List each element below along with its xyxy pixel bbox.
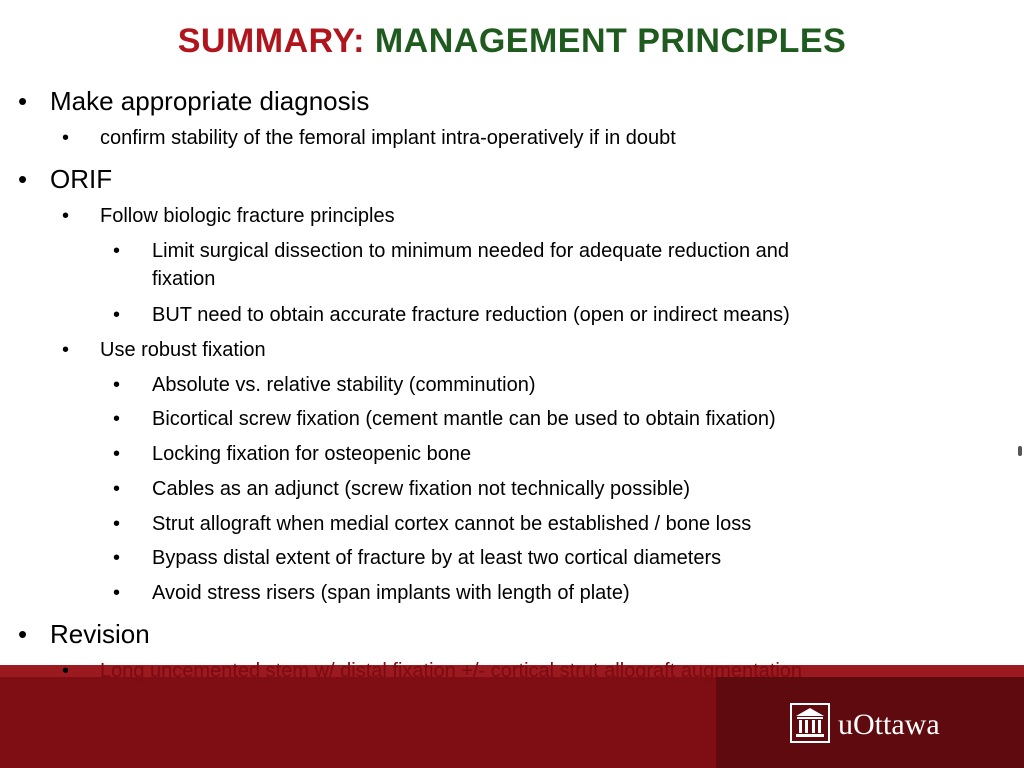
bullet-dot: • bbox=[62, 339, 70, 361]
bullet-dot: • bbox=[18, 619, 28, 649]
side-mark bbox=[1018, 446, 1022, 456]
bullet-dot: • bbox=[62, 205, 70, 227]
bullet-dot: • bbox=[113, 513, 121, 535]
bullet-dot: • bbox=[113, 304, 121, 326]
bullet-text: Revision bbox=[50, 619, 150, 649]
bullet-text: Long uncemented stem w/ distal fixation +/- cortical strut allograft augmentation bbox=[100, 660, 803, 682]
bullet-text: Limit surgical dissection to minimum needed for adequate reduction and bbox=[152, 240, 790, 262]
bullet-dot: • bbox=[18, 164, 28, 194]
bullet-text-continuation: fixation bbox=[152, 268, 216, 290]
bullet-dot: • bbox=[113, 240, 121, 262]
bullet-dot: • bbox=[62, 660, 70, 682]
bullet-text: confirm stability of the femoral implant intra-operatively if in doubt bbox=[100, 127, 676, 149]
bullet-text: Use robust fixation bbox=[100, 339, 266, 361]
bullet-text: Bicortical screw fixation (cement mantle can be used to obtain fixation) bbox=[152, 408, 776, 430]
bullet-dot: • bbox=[18, 86, 28, 116]
title-summary: SUMMARY: bbox=[177, 22, 365, 60]
bullet-text: Avoid stress risers (span implants with length of plate) bbox=[152, 582, 630, 604]
bullet-text: Make appropriate diagnosis bbox=[50, 86, 370, 116]
bullet-dot: • bbox=[113, 478, 121, 500]
bullet-dot: • bbox=[113, 582, 121, 604]
bullet-text: Bypass distal extent of fracture by at least two cortical diameters bbox=[152, 547, 722, 569]
bullet-text: Follow biologic fracture principles bbox=[100, 205, 395, 227]
logo-text: uOttawa bbox=[838, 708, 940, 741]
bullet-dot: • bbox=[113, 547, 121, 569]
title-management-principles: MANAGEMENT PRINCIPLES bbox=[374, 22, 847, 60]
bullet-text: Cables as an adjunct (screw fixation not technically possible) bbox=[152, 478, 691, 500]
bullet-text: ORIF bbox=[50, 164, 113, 194]
bullet-text: Absolute vs. relative stability (comminution) bbox=[152, 374, 536, 396]
bullet-dot: • bbox=[113, 408, 121, 430]
bullet-text: Strut allograft when medial cortex cannot be established / bone loss bbox=[152, 513, 752, 535]
bullet-dot: • bbox=[113, 374, 121, 396]
bullet-dot: • bbox=[62, 127, 70, 149]
bullet-dot: • bbox=[113, 443, 121, 465]
bullet-text: BUT need to obtain accurate fracture reduction (open or indirect means) bbox=[152, 304, 790, 326]
bullet-text: Locking fixation for osteopenic bone bbox=[152, 443, 472, 465]
